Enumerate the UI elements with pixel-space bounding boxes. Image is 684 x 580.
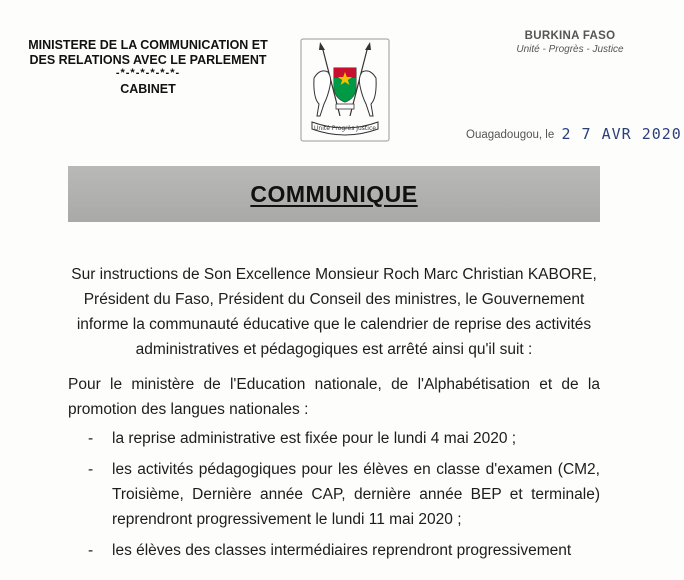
coat-of-arms-icon xyxy=(300,38,390,142)
title-banner xyxy=(68,166,600,222)
ministry-paragraph: Pour le ministère de l'Education nationale, de l'Alphabétisation et de la promotion des langues nationales : xyxy=(68,376,600,418)
ministry-line-1: MINISTERE DE LA COMMUNICATION ET xyxy=(28,38,268,52)
list-item-text: les élèves des classes intermédiaires reprendront progressivement xyxy=(112,542,572,559)
country-motto: Unité - Progrès - Justice xyxy=(516,44,624,55)
list-dash: - xyxy=(88,461,94,478)
intro-paragraph: Sur instructions de Son Excellence Monsieur Roch Marc Christian KABORE, Président du Faso, Président du Conseil des ministres, le Gouvernement informe la communauté éducative que le calendrier de reprise des activités administratives et pédagogiques est arrêté ainsi qu'il suit : xyxy=(71,266,597,358)
list-item-text: les activités pédagogiques pour les élèves en classe d'examen (CM2, Troisième, Dernière année CAP, dernière année BEP et terminale) reprendront progressivement le lundi 11 mai 2020 ; xyxy=(112,461,600,528)
list-item xyxy=(68,457,600,532)
emblem-motto: Unité Progrès Justice xyxy=(314,125,376,132)
ministry-line-2: DES RELATIONS AVEC LE PARLEMENT xyxy=(29,53,267,67)
list-item-text: la reprise administrative est fixée pour le lundi 4 mai 2020 ; xyxy=(112,430,517,447)
dateline xyxy=(466,124,682,142)
country-header xyxy=(480,30,660,55)
list-dash: - xyxy=(88,430,94,447)
list-item xyxy=(68,538,600,563)
communique-body xyxy=(68,262,600,569)
list-dash: - xyxy=(88,542,94,559)
document-title: COMMUNIQUE xyxy=(250,180,418,207)
measures-list xyxy=(68,426,600,563)
ministry-dots: -*-*-*-*-*-*- xyxy=(115,67,181,79)
list-item xyxy=(68,426,600,451)
cabinet-label: CABINET xyxy=(120,82,176,96)
ministry-header xyxy=(18,38,278,97)
date-prefix: Ouagadougou, le xyxy=(466,129,555,141)
country-name: BURKINA FASO xyxy=(524,30,616,42)
date-stamp: 2 7 AVR 2020 xyxy=(561,125,682,143)
